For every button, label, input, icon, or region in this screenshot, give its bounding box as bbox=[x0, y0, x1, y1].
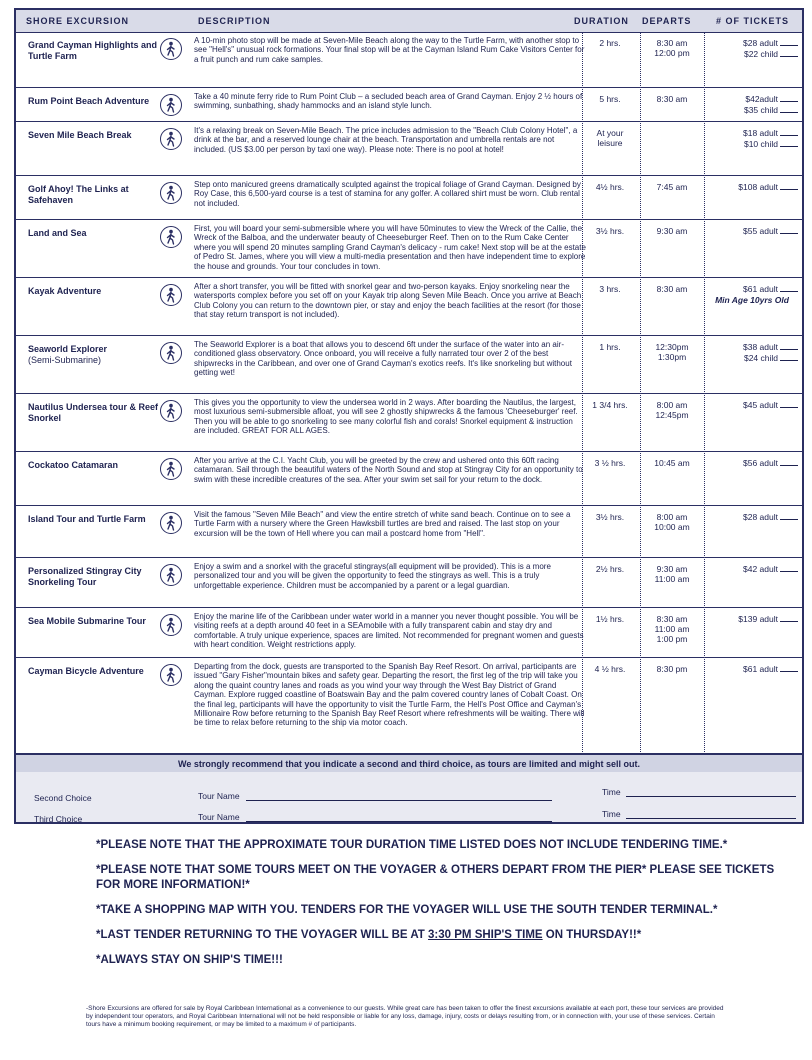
tour-departs bbox=[644, 458, 700, 468]
third-choice-tour-field[interactable] bbox=[246, 821, 552, 822]
ticket-quantity-field[interactable] bbox=[780, 519, 798, 520]
ticket-price: $28 adult bbox=[743, 38, 778, 48]
tour-name bbox=[28, 40, 163, 62]
ticket-price: $24 child bbox=[743, 352, 778, 363]
ticket-price-line bbox=[706, 664, 798, 675]
departure-time: 8:00 am bbox=[656, 400, 688, 410]
tour-duration: 5 hrs. bbox=[599, 94, 621, 104]
activity-level-icon bbox=[160, 182, 182, 204]
ticket-price-line bbox=[706, 49, 798, 60]
ticket-price-line bbox=[706, 226, 798, 237]
choice-area bbox=[16, 772, 802, 822]
tour-row bbox=[16, 394, 802, 452]
col-description-header: DESCRIPTION bbox=[198, 16, 271, 26]
ticket-prices bbox=[706, 128, 798, 149]
second-choice-label: Second Choice bbox=[34, 793, 92, 803]
tour-duration: 1 3/4 hrs. bbox=[592, 400, 628, 410]
departure-time: 8:30 am bbox=[656, 614, 688, 624]
tour-description: Departing from the dock, guests are transported to the Spanish Bay Reef Resort. On arrival, participants are issued "Gary Fisher"mountain bikes and safety gear. Departing the resort, the first leg of the trip will take you along the quaint country lanes and roads as you wind your way through the West Bay District of Grand Cayman. Explore rugged coastline of Boatswain Bay and the palm covered country lanes of Cobalt Coast. On the final leg, participants will have the opportunity to visit the Turtle Farm, the Hell's Post Office and Cayman's Millionaire Row before returning to the Spanish Bay Reef Resort where refreshments will be waiting. There will be time to relax before returning to the ship via motor coach. bbox=[194, 662, 585, 728]
ticket-quantity-field[interactable] bbox=[780, 146, 798, 147]
ticket-prices bbox=[706, 226, 798, 237]
tour-duration: 1½ hrs. bbox=[595, 614, 625, 624]
tour-subtitle: (Semi-Submarine) bbox=[28, 355, 102, 365]
ticket-price-line bbox=[706, 512, 798, 523]
departure-time: 8:00 am bbox=[656, 512, 688, 522]
tour-name-text: Cayman Bicycle Adventure bbox=[28, 666, 144, 676]
departure-time: 10:00 am bbox=[654, 522, 690, 532]
tour-description: Step onto manicured greens dramatically sculpted against the tropical foliage of Grand Cayman. Designed by Roy Case, this 6,500-yard course is a test of stamina for any golfer. A collared shirt must be worn. Club rental not included. bbox=[194, 180, 581, 208]
ticket-quantity-field[interactable] bbox=[780, 135, 798, 136]
activity-level-icon bbox=[160, 664, 182, 686]
tour-name-text: Land and Sea bbox=[28, 228, 87, 238]
tour-departs bbox=[644, 614, 700, 644]
tour-name bbox=[28, 286, 163, 297]
tour-row bbox=[16, 658, 802, 754]
activity-level-icon bbox=[160, 512, 182, 534]
tour-description: The Seaworld Explorer is a boat that allows you to descend 6ft under the surface of the water into an air-conditioned glass observatory. Once onboard, you will receive a fully narrated tour over 2 of the best shipwrecks in the Caribbean, and over one of Grand Cayman's exotics reefs. It's like snorkeling but without getting wet! bbox=[194, 340, 572, 378]
departure-time: 8:30 pm bbox=[656, 664, 688, 674]
ticket-quantity-field[interactable] bbox=[780, 291, 798, 292]
ticket-prices bbox=[706, 512, 798, 523]
tour-description: Visit the famous "Seven Mile Beach" and view the entire stretch of white sand beach. Continue on to see a Turtle Farm with a nursery where the Green Hawksbill turtles are bred and raised. The last stop on your excursion will be the town of Hell where you can mail a postcard home from "Hell". bbox=[194, 510, 571, 538]
ticket-quantity-field[interactable] bbox=[780, 112, 798, 113]
tour-description: Take a 40 minute ferry ride to Rum Point Club – a secluded beach area of Grand Cayman. Enjoy 2 ½ hours of swimming, sunbathing, shady hammocks and an island style lunch. bbox=[194, 92, 583, 111]
second-choice-tour-field[interactable] bbox=[246, 800, 552, 801]
tour-description: Enjoy a swim and a snorkel with the graceful stingrays(all equipment will be provided). This is a more personalized tour and you will be given the opportunity to feed the stingrays as well. This is a truly unforgettable experience. Children must be accompanied by a parent or a legal guardian. bbox=[194, 562, 551, 590]
ticket-price-line bbox=[706, 353, 798, 364]
tour-name-text: Kayak Adventure bbox=[28, 286, 102, 296]
ticket-price: $42adult bbox=[745, 94, 778, 104]
col-excursion-header: SHORE EXCURSION bbox=[26, 16, 130, 26]
tour-row bbox=[16, 558, 802, 608]
last-tender-day: ON THURSDAY!!* bbox=[542, 929, 642, 941]
departure-time: 8:30 am bbox=[656, 284, 688, 294]
tour-departs bbox=[644, 94, 700, 104]
col-departs-header: DEPARTS bbox=[642, 16, 692, 26]
tour-description: This gives you the opportunity to view the undersea world in 2 ways. After boarding the Nautilus, the largest, most luxurious semi-submersible afloat, you will see 2 ghostly shipwrecks & the famous 'Cheeseburger' reef. Then you will be able to go snorkeling to see many colorful fish and corals! Snorkel equipment & instruction are included. GREAT FOR ALL AGES. bbox=[194, 398, 578, 436]
ticket-prices bbox=[706, 182, 798, 193]
ticket-price: $61 adult bbox=[743, 664, 778, 674]
ticket-price: $35 child bbox=[743, 104, 778, 115]
ticket-quantity-field[interactable] bbox=[780, 45, 798, 46]
departure-time: 1:30pm bbox=[657, 352, 687, 362]
tour-departs bbox=[644, 226, 700, 236]
activity-level-icon bbox=[160, 458, 182, 480]
ticket-price-line bbox=[706, 295, 798, 306]
tour-duration: 2½ hrs. bbox=[595, 564, 625, 574]
tour-name bbox=[28, 566, 163, 588]
ticket-price-line bbox=[706, 564, 798, 575]
time-label: Time bbox=[602, 787, 621, 797]
activity-level-icon bbox=[160, 400, 182, 422]
ticket-prices bbox=[706, 400, 798, 411]
tour-departs bbox=[644, 512, 700, 532]
tour-row bbox=[16, 278, 802, 336]
column-divider bbox=[704, 32, 705, 754]
ticket-prices bbox=[706, 614, 798, 625]
activity-level-icon bbox=[160, 284, 182, 306]
ticket-quantity-field[interactable] bbox=[780, 56, 798, 57]
ticket-prices bbox=[706, 342, 798, 363]
tour-name-text: Golf Ahoy! The Links at Safehaven bbox=[28, 184, 129, 205]
tour-duration: 3½ hrs. bbox=[595, 512, 625, 522]
tour-name-label: Tour Name bbox=[198, 791, 240, 801]
ticket-price-line bbox=[706, 139, 798, 150]
tour-departs bbox=[644, 182, 700, 192]
ticket-quantity-field[interactable] bbox=[780, 571, 798, 572]
ticket-prices bbox=[706, 664, 798, 675]
ticket-quantity-field[interactable] bbox=[780, 101, 798, 102]
time-label: Time bbox=[602, 809, 621, 819]
tour-name-text: Grand Cayman Highlights and Turtle Farm bbox=[28, 40, 158, 61]
ticket-price: $108 adult bbox=[738, 182, 778, 192]
ticket-quantity-field[interactable] bbox=[780, 671, 798, 672]
departure-time: 10:45 am bbox=[654, 458, 690, 468]
ticket-price-line bbox=[706, 105, 798, 116]
tour-name-text: Island Tour and Turtle Farm bbox=[28, 514, 146, 524]
tour-name bbox=[28, 184, 163, 206]
tour-departs bbox=[644, 400, 700, 420]
ticket-quantity-field[interactable] bbox=[780, 407, 798, 408]
tour-duration: 3 ½ hrs. bbox=[594, 458, 626, 468]
ticket-quantity-field[interactable] bbox=[780, 189, 798, 190]
tour-departs bbox=[644, 664, 700, 674]
col-tickets-header: # OF TICKETS bbox=[716, 16, 790, 26]
departure-time: 12:30pm bbox=[655, 342, 689, 352]
tour-row bbox=[16, 220, 802, 278]
disclaimer: -Shore Excursions are offered for sale by Royal Caribbean International as a convenience to our guests. While great care has been taken to offer the finest excursions available at each port, these tour services are provided by independent tour operators, and Royal Caribbean International will not be held responsible or liable for any loss, damage, injury, costs or delays resulting from, or in connection with, your use of these services. Certain tours have a minimum booking requirement, or may be limited to a maximum # of participants. bbox=[86, 1005, 724, 1028]
notes-section bbox=[96, 838, 786, 978]
ticket-price-line bbox=[706, 94, 798, 105]
ticket-prices bbox=[706, 564, 798, 575]
ticket-price: $22 child bbox=[743, 48, 778, 59]
ticket-price: Min Age 10yrs Old bbox=[715, 294, 789, 305]
departure-time: 11:00 am bbox=[654, 574, 690, 584]
tour-row bbox=[16, 32, 802, 88]
ticket-price-line bbox=[706, 284, 798, 295]
ticket-price: $139 adult bbox=[738, 614, 778, 624]
tour-name-text: Sea Mobile Submarine Tour bbox=[28, 616, 146, 626]
ticket-prices bbox=[706, 284, 798, 305]
activity-level-icon bbox=[160, 128, 182, 150]
table-header bbox=[16, 10, 802, 33]
tour-row bbox=[16, 122, 802, 176]
activity-level-icon bbox=[160, 564, 182, 586]
departure-time: 9:30 am bbox=[656, 226, 688, 236]
tour-name-text: Rum Point Beach Adventure bbox=[28, 96, 150, 106]
tour-departs bbox=[644, 284, 700, 294]
tour-duration: 4 ½ hrs. bbox=[594, 664, 626, 674]
note-ships-time: *ALWAYS STAY ON SHIP'S TIME!!! bbox=[96, 954, 283, 966]
tour-name bbox=[28, 514, 163, 525]
ticket-price: $61 adult bbox=[743, 284, 778, 294]
col-duration-header: DURATION bbox=[574, 16, 629, 26]
column-divider bbox=[582, 32, 583, 754]
departure-time: 12:00 pm bbox=[654, 48, 690, 58]
activity-level-icon bbox=[160, 342, 182, 364]
departure-time: 11:00 am bbox=[654, 624, 690, 634]
ticket-quantity-field[interactable] bbox=[780, 233, 798, 234]
tour-row bbox=[16, 506, 802, 558]
tour-departs bbox=[644, 38, 700, 58]
ticket-price: $55 adult bbox=[743, 226, 778, 236]
tour-duration: 1 hrs. bbox=[599, 342, 621, 352]
departure-time: 7:45 am bbox=[656, 182, 688, 192]
ticket-prices bbox=[706, 38, 798, 59]
column-divider bbox=[640, 32, 641, 754]
tour-row bbox=[16, 608, 802, 658]
tour-name-text: Cockatoo Catamaran bbox=[28, 460, 119, 470]
tour-name-text: Personalized Stingray City Snorkeling Tour bbox=[28, 566, 142, 587]
note-duration: *PLEASE NOTE THAT THE APPROXIMATE TOUR DURATION TIME LISTED DOES NOT INCLUDE TENDERING TIME.* bbox=[96, 839, 728, 851]
tour-row bbox=[16, 452, 802, 506]
third-choice-label: Third Choice bbox=[34, 814, 83, 824]
ticket-price: $45 adult bbox=[743, 400, 778, 410]
tour-name-text: Seven Mile Beach Break bbox=[28, 130, 132, 140]
ticket-quantity-field[interactable] bbox=[780, 465, 798, 466]
tour-duration: 2 hrs. bbox=[599, 38, 621, 48]
tour-name bbox=[28, 402, 163, 424]
third-choice-time-field[interactable] bbox=[626, 818, 796, 819]
ticket-price: $38 adult bbox=[743, 342, 778, 352]
excursion-sheet bbox=[14, 8, 804, 824]
ticket-price-line bbox=[706, 128, 798, 139]
second-choice-time-field[interactable] bbox=[626, 796, 796, 797]
tour-name bbox=[28, 344, 163, 366]
tour-duration: At your leisure bbox=[596, 128, 624, 148]
tour-duration: 4½ hrs. bbox=[595, 182, 625, 192]
note-meeting-point: *PLEASE NOTE THAT SOME TOURS MEET ON THE VOYAGER & OTHERS DEPART FROM THE PIER* PLEASE SEE TICKETS FOR MORE INFORMATION!* bbox=[96, 864, 775, 891]
tour-name bbox=[28, 460, 163, 471]
ticket-price-line bbox=[706, 342, 798, 353]
tour-name-text: Seaworld Explorer bbox=[28, 344, 108, 354]
tour-duration: 3½ hrs. bbox=[595, 226, 625, 236]
ticket-quantity-field[interactable] bbox=[780, 621, 798, 622]
tour-description: First, you will board your semi-submersible where you will have 50minutes to view the Wreck of the Callie, the Wreck of the Balboa, and the underwater beauty of Cheeseburger Reef. Then on to the Rum Cake Center where you will spend 20 minutes sampling Grand Cayman's delicacy - rum cake! Next stop will be at the estate of Pedro St. James, where you will view a multi-media presentation and then have independent time to explore the house and grounds. Your tour concludes in town. bbox=[194, 224, 586, 271]
ticket-price: $28 adult bbox=[743, 512, 778, 522]
tour-description: It's a relaxing break on Seven-Mile Beach. The price includes admission to the "Beach Club Colony Hotel", a drink at the bar, and a reserved lounge chair at the beach. Transportation and umbrella rentals are not included. (US $3.00 per person by taxi one way). Please note: There is no pool at hotel! bbox=[194, 126, 578, 154]
tour-description: A 10-min photo stop will be made at Seven-Mile Beach along the way to the Turtle Farm, with another stop to see "Hell's" unusual rock formations. Your final stop will be at the Cayman Island Rum Cake Visitors Center for a fruit punch and rum cake samples. bbox=[194, 36, 585, 64]
ticket-price-line bbox=[706, 458, 798, 469]
tour-name-text: Nautilus Undersea tour & Reef Snorkel bbox=[28, 402, 159, 423]
activity-level-icon bbox=[160, 226, 182, 248]
activity-level-icon bbox=[160, 94, 182, 116]
tour-name bbox=[28, 96, 163, 107]
departure-time: 12:45pm bbox=[655, 410, 689, 420]
tour-departs bbox=[644, 342, 700, 362]
last-tender-text: *LAST TENDER RETURNING TO THE VOYAGER WILL BE AT bbox=[96, 929, 429, 941]
tour-description: Enjoy the marine life of the Caribbean under water world in a manner you never thought possible. You will be visiting reefs at a depth around 40 feet in a SEAmobile with a fully transparent cabin and stay dry and comfortable. A truly unique experience, spaces are limited. Not recommended for pregnant women and guests with heart condition. Weight restrictions apply. bbox=[194, 612, 584, 650]
ticket-prices bbox=[706, 94, 798, 115]
departure-time: 1:00 pm bbox=[656, 634, 688, 644]
tour-row bbox=[16, 336, 802, 394]
last-tender-time: 3:30 PM SHIP'S TIME bbox=[428, 929, 543, 941]
tour-row bbox=[16, 176, 802, 220]
departure-time: 9:30 am bbox=[656, 564, 688, 574]
tour-name bbox=[28, 130, 163, 141]
activity-level-icon bbox=[160, 614, 182, 636]
ticket-price-line bbox=[706, 400, 798, 411]
tour-duration: 3 hrs. bbox=[599, 284, 621, 294]
tour-departs bbox=[644, 564, 700, 584]
ticket-price-line bbox=[706, 614, 798, 625]
tour-name-label: Tour Name bbox=[198, 812, 240, 822]
notice-bar: We strongly recommend that you indicate a second and third choice, as tours are limited and might sell out. bbox=[16, 754, 802, 773]
departure-time: 8:30 am bbox=[656, 38, 688, 48]
tour-description: After a short transfer, you will be fitted with snorkel gear and two-person kayaks. Enjoy snorkeling near the watersports complex before you set off on your Kayak trip along Seven Mile Beach. Once you arrive at Beach Club Colony you can return to the downtown pier, or stay and enjoy the beach facilities at the resort (for those that stay return transport is not included). bbox=[194, 282, 582, 320]
departure-time: 8:30 am bbox=[656, 94, 688, 104]
ticket-price: $56 adult bbox=[743, 458, 778, 468]
ticket-price-line bbox=[706, 38, 798, 49]
tour-name bbox=[28, 616, 163, 627]
activity-level-icon bbox=[160, 38, 182, 60]
ticket-price-line bbox=[706, 182, 798, 193]
ticket-quantity-field[interactable] bbox=[780, 360, 798, 361]
note-shopping-map: *TAKE A SHOPPING MAP WITH YOU. TENDERS FOR THE VOYAGER WILL USE THE SOUTH TENDER TERMINAL.* bbox=[96, 904, 718, 916]
ticket-prices bbox=[706, 458, 798, 469]
ticket-quantity-field[interactable] bbox=[780, 349, 798, 350]
note-last-tender bbox=[96, 928, 786, 943]
ticket-price: $42 adult bbox=[743, 564, 778, 574]
ticket-price: $18 adult bbox=[743, 128, 778, 138]
tour-name bbox=[28, 228, 163, 239]
ticket-price: $10 child bbox=[743, 138, 778, 149]
tour-description: After you arrive at the C.I. Yacht Club, you will be greeted by the crew and ushered onto this 60ft racing catamaran. Sail through the beautiful waters of the North Sound and stop at Stingray City for an opportunity to swim with these incredible creatures of the sea. After your swim set sail for your return to the dock. bbox=[194, 456, 583, 484]
tour-row bbox=[16, 88, 802, 122]
tour-name bbox=[28, 666, 163, 677]
